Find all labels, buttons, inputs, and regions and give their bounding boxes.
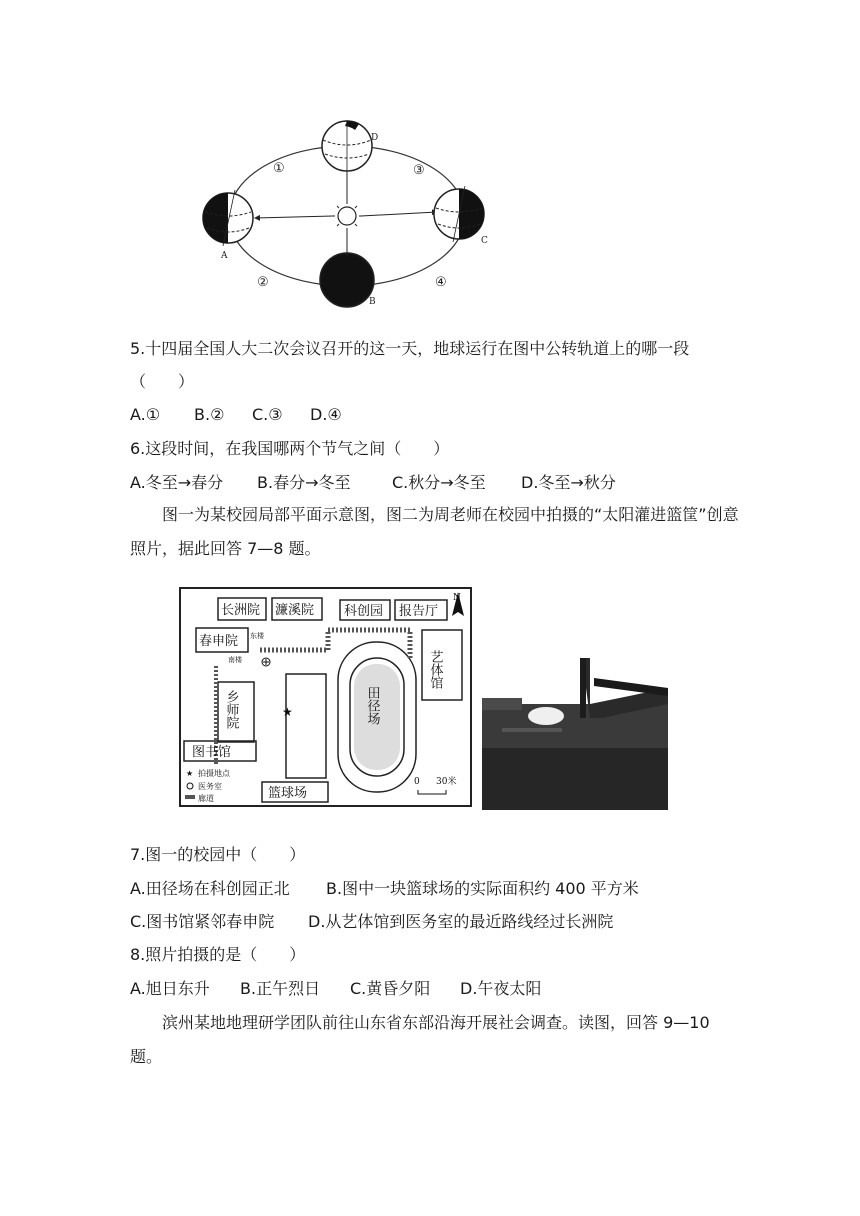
building-xiangshi: 乡师院 [223, 690, 239, 729]
q7-option-d: D.从艺体馆到医务室的最近路线经过长洲院 [308, 912, 614, 931]
earth-c [434, 186, 484, 242]
building-library: 图书馆 [192, 745, 232, 760]
sun-icon [332, 201, 362, 231]
earth-d [322, 120, 372, 172]
legend-corridor: 廊道 [198, 794, 214, 803]
building-chunshen: 春申院 [199, 634, 239, 649]
label-nanlou: 南楼 [228, 656, 242, 664]
campus-map [178, 586, 473, 808]
earth-orbit-figure [195, 120, 495, 320]
q5-option-a: A.① [130, 405, 161, 424]
q6-options [130, 472, 616, 494]
point-label-c: C [481, 236, 488, 246]
q7-option-b: B.图中一块篮球场的实际面积约 400 平方米 [326, 879, 639, 898]
label-donglou: 东楼 [250, 632, 264, 640]
q7-option-a: A.田径场在科创园正北 [130, 879, 290, 898]
building-changzhou: 长洲院 [221, 603, 261, 618]
q5-option-d: D.④ [310, 405, 342, 424]
q8-options [130, 978, 541, 1000]
segment-label-1: ① [273, 161, 285, 176]
q8-stem: 8.照片拍摄的是（ ） [130, 945, 306, 964]
intro-7-8: 图一为某校园局部平面示意图，图二为周老师在校园中拍摄的“太阳灌进篮筐”创意照片，据此回答 7—8 题。 [130, 505, 739, 558]
svg-text:N: N [453, 593, 461, 603]
legend-shoot-point: 拍摄地点 [198, 769, 230, 778]
building-baogao: 报告厅 [399, 604, 439, 619]
segment-label-2: ② [257, 275, 269, 290]
q6-option-d: D.冬至→秋分 [521, 473, 616, 492]
point-label-a: A [221, 251, 228, 261]
segment-label-4: ④ [435, 275, 447, 290]
q6-option-a: A.冬至→春分 [130, 473, 224, 492]
q8-option-a: A.旭日东升 [130, 979, 210, 998]
q8-option-c: C.黄昏夕阳 [350, 979, 431, 998]
q5-option-b: B.② [194, 405, 225, 424]
earth-a [203, 190, 253, 246]
q5-paren: （ ） [130, 372, 195, 391]
point-label-d: D [371, 133, 379, 143]
building-lianxi: 濂溪院 [275, 603, 315, 618]
q5-options [130, 404, 342, 426]
building-kechuang: 科创园 [344, 604, 384, 619]
svg-text:0: 0 [414, 777, 420, 787]
earth-b [320, 252, 374, 307]
q6-option-b: B.春分→冬至 [257, 473, 351, 492]
building-tianjing: 田径场 [364, 686, 380, 725]
q6-option-c: C.秋分→冬至 [392, 473, 486, 492]
medical-room-icon [262, 658, 270, 666]
building-basketball: 篮球场 [268, 786, 308, 801]
q8-option-d: D.午夜太阳 [460, 979, 542, 998]
q7-stem: 7.图一的校园中（ ） [130, 845, 306, 864]
q5-option-c: C.③ [252, 405, 283, 424]
legend-medical: 医务室 [198, 782, 222, 791]
q5-stem: 5.十四届全国人大二次会议召开的这一天，地球运行在图中公转轨道上的哪一段 [130, 339, 690, 358]
svg-text:30米: 30米 [436, 777, 457, 787]
intro-9-10: 滨州某地地理研学团队前往山东省东部沿海开展社会调查。读图，回答 9—10 题。 [130, 1013, 710, 1066]
basketball-sun-photo [482, 658, 668, 810]
q7-options-row2 [130, 911, 613, 933]
building-yiti: 艺体馆 [427, 650, 443, 689]
q8-option-b: B.正午烈日 [240, 979, 321, 998]
point-label-b: B [369, 297, 376, 307]
segment-label-3: ③ [413, 163, 425, 178]
q7-options-row1 [130, 878, 639, 900]
shoot-point-star-icon: ★ [282, 705, 293, 719]
q6-stem: 6.这段时间，在我国哪两个节气之间（ ） [130, 439, 450, 458]
q7-option-c: C.图书馆紧邻春申院 [130, 912, 275, 931]
svg-text:★: ★ [186, 769, 194, 778]
